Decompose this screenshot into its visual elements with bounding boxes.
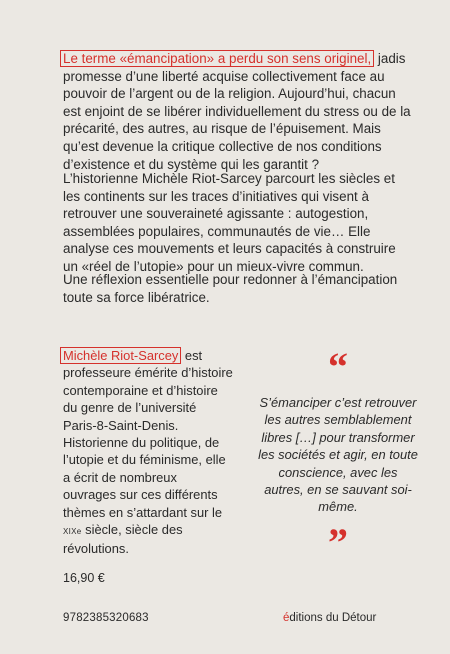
intro-paragraph — [63, 50, 413, 173]
summary-paragraph: Une réflexion essentielle pour redonner à l’émancipation toute sa force libératrice. — [63, 272, 398, 305]
bio-century: XIXe — [63, 527, 82, 537]
pull-quote — [258, 344, 418, 565]
author-name: Michèle Riot-Sarcey — [60, 347, 181, 364]
price: 16,90 € — [63, 571, 105, 585]
publisher-name — [283, 612, 376, 624]
publisher-label: ditions du Détour — [289, 612, 377, 624]
close-quote-icon: ” — [328, 519, 348, 565]
bio-text-before: est professeure émérite d’histoire contemporaine et d’histoire du genre de l’université Paris-8-Saint-Denis. Historienne du politique, de l’utopie et du féminisme, elle a écrit de nombreux ouvrages sur ces différents thèmes en s’attardant sur le — [63, 348, 233, 520]
quote-text: S’émanciper c’est retrouver les autres semblablement libres […] pour transformer les sociétés et agir, en toute conscience, avec les autres, en se sauvant soi-même. — [258, 395, 418, 515]
intro-text: jadis promesse d’une liberté acquise collectivement face au pouvoir de l’argent ou de la religion. Aujourd’hui, chacun est enjoint de se libérer individuellement du stress ou de la précarité, des autres, au risque de l’épuisement. Mais qu’est devenue la critique collective de nos conditions d’existence et du système qui les garantit ? — [63, 51, 411, 172]
publisher-mark: é — [283, 612, 290, 624]
isbn-number: 9782385320683 — [63, 612, 149, 624]
intro-highlight: Le terme «émancipation» a perdu son sens originel, — [60, 50, 374, 67]
description-paragraph: L’historienne Michèle Riot-Sarcey parcourt les siècles et les continents sur les traces d’initiatives qui visent à retrouver une souveraineté agissante : autogestion, assemblées populaires, communautés de vie… Elle analyse ces mouvements et leurs capacités à construire un «réel de l’utopie» pour un mieux-vivre commun. — [63, 171, 396, 274]
open-quote-icon: “ — [328, 344, 348, 389]
author-bio — [63, 347, 233, 558]
bio-text-after: siècle, siècle des révolutions. — [63, 522, 183, 557]
